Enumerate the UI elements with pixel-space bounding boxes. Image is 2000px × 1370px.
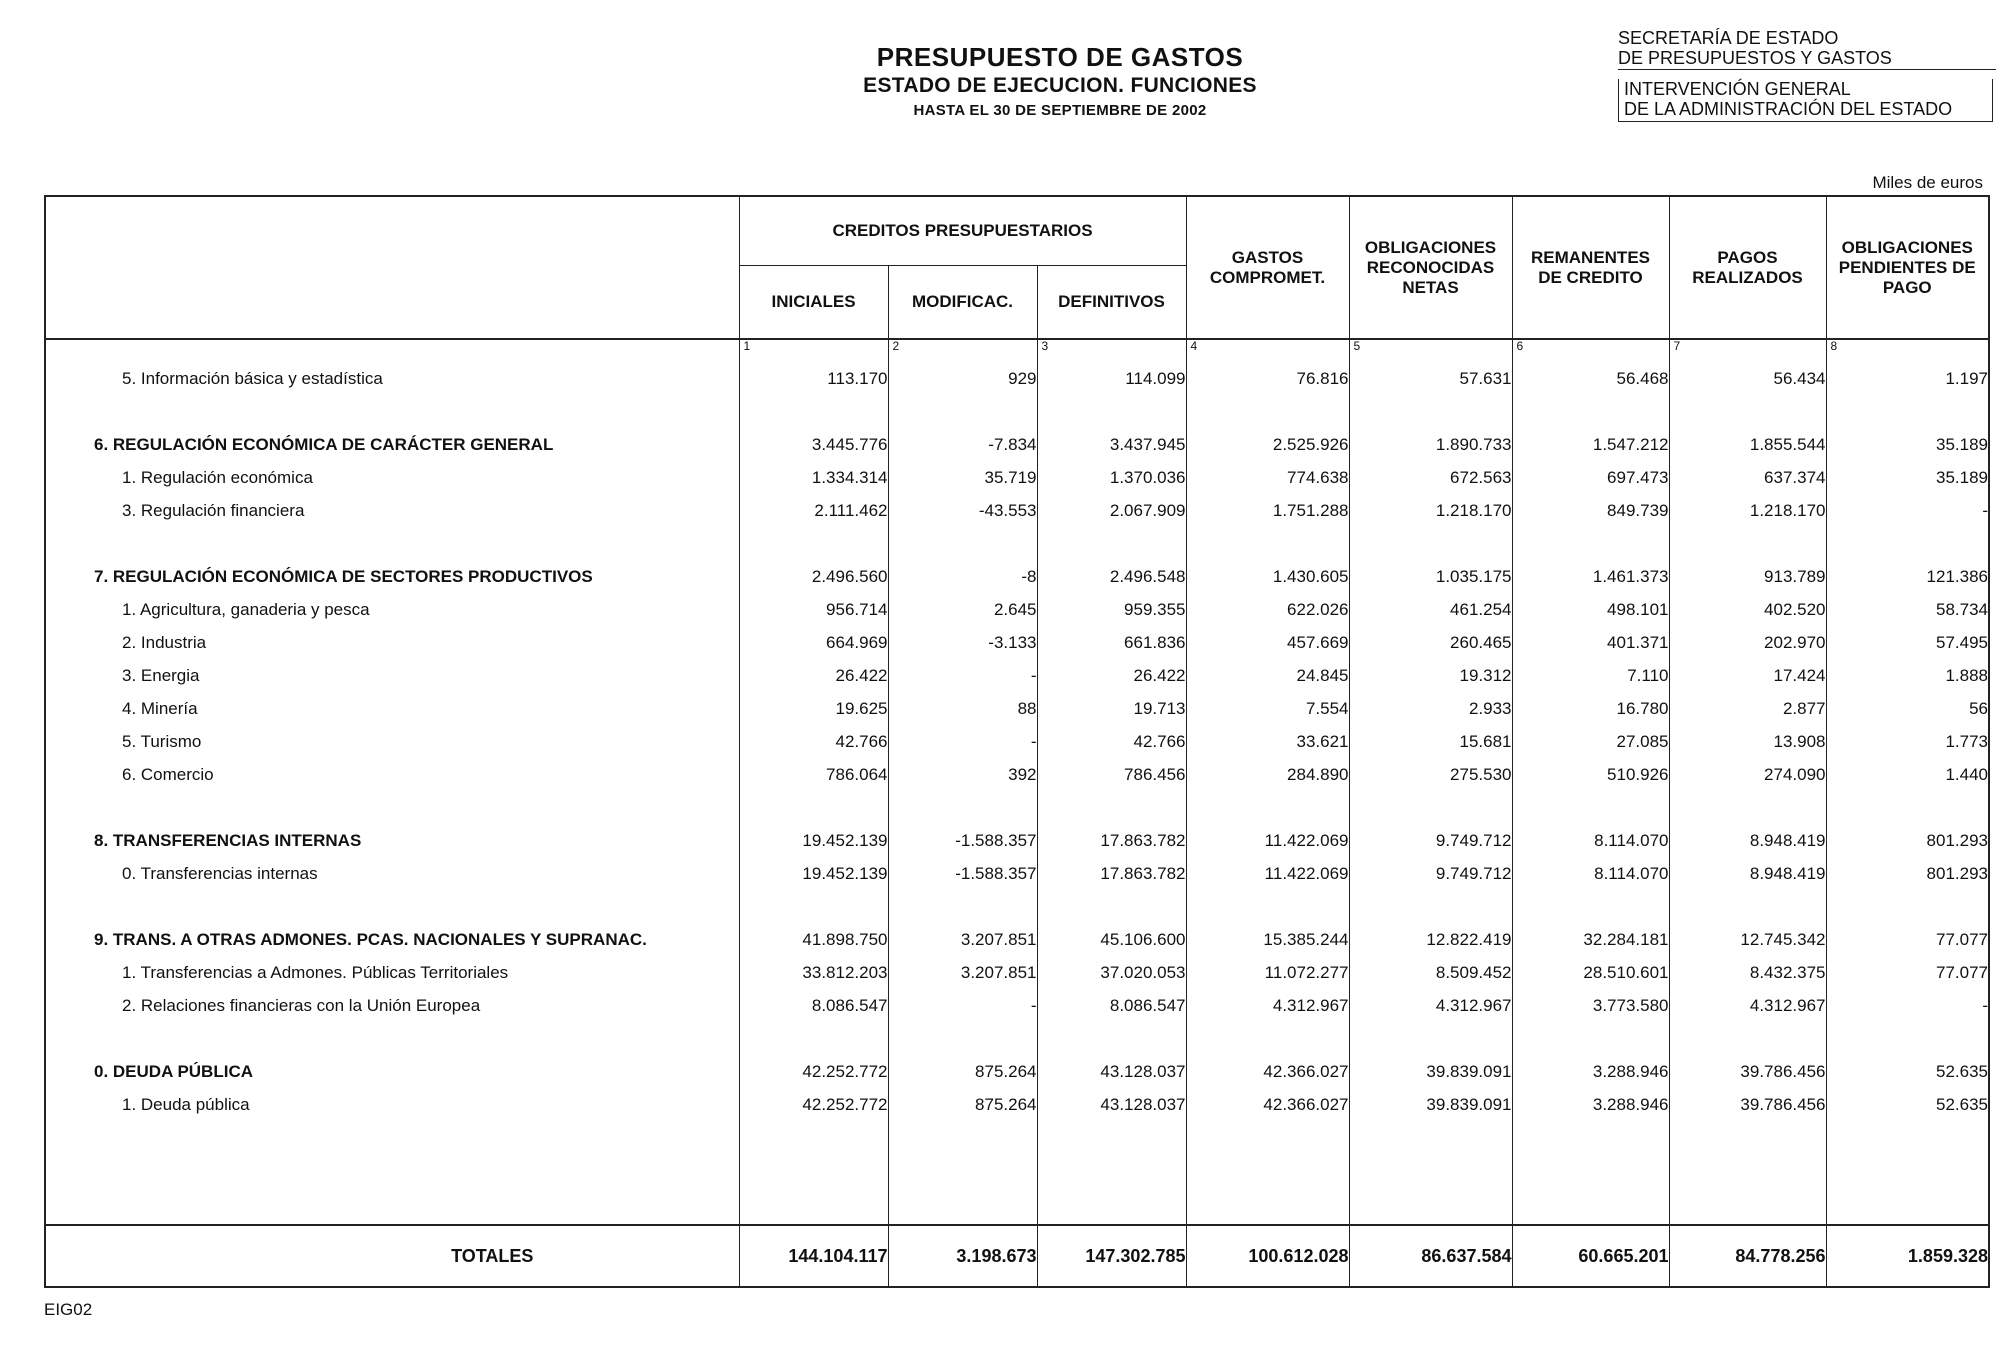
value-cell: 4.312.967: [1186, 989, 1349, 1022]
row-label: 0. Transferencias internas: [45, 857, 739, 890]
spacer-cell: [739, 1022, 888, 1055]
units-label: Miles de euros: [1872, 173, 1983, 192]
value-cell: 786.064: [739, 758, 888, 791]
value-cell: 24.845: [1186, 659, 1349, 692]
value-cell: 7.110: [1512, 659, 1669, 692]
header-pendientes-line: PENDIENTES DE: [1838, 257, 1976, 277]
spacer-cell: [1512, 890, 1669, 923]
value-cell: 17.863.782: [1037, 824, 1186, 857]
value-cell: 56: [1969, 699, 1988, 718]
value-cell: 622.026: [1186, 593, 1349, 626]
value-cell: 1.890.733: [1349, 428, 1512, 461]
value-cell: 41.898.750: [739, 923, 888, 956]
value-cell: 849.739: [1512, 494, 1669, 527]
table-body: [45, 339, 1989, 1225]
value-cell: 8.086.547: [739, 989, 888, 1022]
value-cell: 52.635: [1936, 1062, 1988, 1081]
filler-cell: [1037, 1121, 1186, 1225]
value-cell: 28.510.601: [1512, 956, 1669, 989]
row-label: 1. Agricultura, ganaderia y pesca: [45, 593, 739, 626]
spacer-cell: [1669, 791, 1826, 824]
total-cell: 147.302.785: [1037, 1225, 1186, 1287]
value-cell: -8: [888, 560, 1037, 593]
row-label: 6. REGULACIÓN ECONÓMICA DE CARÁCTER GENERAL: [45, 428, 739, 461]
value-cell: 956.714: [739, 593, 888, 626]
value-cell: 42.252.772: [739, 1055, 888, 1088]
value-cell: -: [888, 659, 1037, 692]
spacer-cell: [45, 1022, 739, 1055]
column-number: 2: [888, 339, 1037, 362]
row-label: 6. Comercio: [45, 758, 739, 791]
spacer-row: [45, 395, 1989, 428]
value-cell: 1.370.036: [1037, 461, 1186, 494]
value-cell: 88: [888, 692, 1037, 725]
value-cell: 3.437.945: [1037, 428, 1186, 461]
value-cell: 26.422: [1037, 659, 1186, 692]
value-cell: 1.888: [1945, 666, 1988, 685]
spacer-cell: [1349, 395, 1512, 428]
budget-table: [44, 195, 1990, 1288]
spacer-cell: [1669, 1022, 1826, 1055]
function-row: [45, 362, 1989, 395]
value-cell: 26.422: [739, 659, 888, 692]
value-cell: 929: [888, 362, 1037, 395]
value-cell: 786.456: [1037, 758, 1186, 791]
function-row: [45, 758, 1989, 791]
value-cell: 7.554: [1186, 692, 1349, 725]
value-cell: 19.312: [1349, 659, 1512, 692]
function-row: [45, 692, 1989, 725]
value-cell: 35.189: [1936, 468, 1988, 487]
filler-cell: [1826, 1121, 1989, 1225]
value-cell: 202.970: [1669, 626, 1826, 659]
value-cell: 8.086.547: [1037, 989, 1186, 1022]
spacer-row: [45, 890, 1989, 923]
function-group-row: [45, 923, 1989, 956]
value-cell: 1.547.212: [1512, 428, 1669, 461]
report-date: HASTA EL 30 DE SEPTIEMBRE DE 2002: [913, 102, 1207, 119]
value-cell: 15.385.244: [1186, 923, 1349, 956]
function-row: [45, 494, 1989, 527]
value-cell: 637.374: [1669, 461, 1826, 494]
header-gastos-line: COMPROMET.: [1209, 267, 1326, 287]
value-cell: 8.948.419: [1669, 824, 1826, 857]
value-cell: -: [1982, 996, 1988, 1015]
value-cell: 3.207.851: [888, 956, 1037, 989]
filler-cell: [888, 1121, 1037, 1225]
value-cell: 35.189: [1936, 435, 1988, 454]
value-cell: 401.371: [1512, 626, 1669, 659]
row-label: 5. Turismo: [45, 725, 739, 758]
value-cell: 2.525.926: [1186, 428, 1349, 461]
value-cell: 9.749.712: [1349, 824, 1512, 857]
function-group-row: [45, 824, 1989, 857]
row-label: 5. Información básica y estadística: [45, 362, 739, 395]
row-label: 9. TRANS. A OTRAS ADMONES. PCAS. NACIONALES Y SUPRANAC.: [45, 923, 739, 956]
spacer-cell: [1669, 890, 1826, 923]
agency-box: [1618, 79, 1993, 122]
total-cell: 3.198.673: [888, 1225, 1037, 1287]
value-cell: -1.588.357: [888, 857, 1037, 890]
spacer-cell: [1186, 395, 1349, 428]
function-row: [45, 956, 1989, 989]
row-label: 7. REGULACIÓN ECONÓMICA DE SECTORES PRODUCTIVOS: [45, 560, 739, 593]
value-cell: 801.293: [1926, 831, 1988, 850]
filler-cell: [1512, 1121, 1669, 1225]
value-cell: 3.288.946: [1512, 1088, 1669, 1121]
value-cell: 33.812.203: [739, 956, 888, 989]
value-cell: 45.106.600: [1037, 923, 1186, 956]
value-cell: 1.773: [1945, 732, 1988, 751]
value-cell: 664.969: [739, 626, 888, 659]
header-definitivos: DEFINITIVOS: [1037, 266, 1186, 340]
value-cell: 113.170: [739, 362, 888, 395]
value-cell: 77.077: [1936, 930, 1988, 949]
total-cell: 84.778.256: [1669, 1225, 1826, 1287]
value-cell: 16.780: [1512, 692, 1669, 725]
value-cell: 42.366.027: [1186, 1088, 1349, 1121]
value-cell: 4.312.967: [1669, 989, 1826, 1022]
row-label: 1. Regulación económica: [45, 461, 739, 494]
row-label: 2. Industria: [45, 626, 739, 659]
header-obligaciones: [1349, 196, 1512, 339]
value-cell: 260.465: [1349, 626, 1512, 659]
column-number: 7: [1669, 339, 1826, 362]
spacer-cell: [1512, 527, 1669, 560]
spacer-cell: [1512, 791, 1669, 824]
value-cell: 402.520: [1669, 593, 1826, 626]
value-cell: 1.218.170: [1669, 494, 1826, 527]
value-cell: 52.635: [1936, 1095, 1988, 1114]
column-number: 4: [1186, 339, 1349, 362]
value-cell: 2.496.560: [739, 560, 888, 593]
value-cell: 11.422.069: [1186, 824, 1349, 857]
value-cell: 43.128.037: [1037, 1088, 1186, 1121]
value-cell: 19.625: [739, 692, 888, 725]
function-group-row: [45, 428, 1989, 461]
value-cell: 42.766: [739, 725, 888, 758]
spacer-cell: [45, 791, 739, 824]
header-pagos-line: REALIZADOS: [1692, 267, 1803, 287]
spacer-cell: [1186, 1022, 1349, 1055]
value-cell: 11.072.277: [1186, 956, 1349, 989]
value-cell: -: [888, 989, 1037, 1022]
spacer-cell: [1037, 791, 1186, 824]
value-cell: 672.563: [1349, 461, 1512, 494]
spacer-row: [45, 527, 1989, 560]
header-pagos-line: PAGOS: [1717, 247, 1778, 267]
value-cell: 274.090: [1669, 758, 1826, 791]
report-title: PRESUPUESTO DE GASTOS: [876, 42, 1244, 72]
header-pendientes: [1826, 196, 1989, 339]
value-cell: -: [1982, 501, 1988, 520]
spacer-cell: [739, 791, 888, 824]
value-cell: 56.468: [1512, 362, 1669, 395]
header-obligaciones-line: OBLIGACIONES: [1364, 237, 1497, 257]
spacer-cell: [739, 527, 888, 560]
value-cell: 1.334.314: [739, 461, 888, 494]
filler-cell: [1669, 1121, 1826, 1225]
value-cell: 57.495: [1936, 633, 1988, 652]
agency-line-2: DE PRESUPUESTOS Y GASTOS: [1618, 48, 1892, 68]
column-number: 8: [1830, 339, 1838, 353]
value-cell: 498.101: [1512, 593, 1669, 626]
header-blank: [45, 196, 739, 339]
value-cell: -1.588.357: [888, 824, 1037, 857]
spacer-cell: [45, 395, 739, 428]
value-cell: 42.366.027: [1186, 1055, 1349, 1088]
spacer-cell: [1186, 527, 1349, 560]
value-cell: 77.077: [1936, 963, 1988, 982]
value-cell: 8.432.375: [1669, 956, 1826, 989]
total-cell: 60.665.201: [1512, 1225, 1669, 1287]
agency-header: [1618, 28, 1892, 68]
value-cell: 913.789: [1669, 560, 1826, 593]
value-cell: 3.773.580: [1512, 989, 1669, 1022]
row-label: 0. DEUDA PÚBLICA: [45, 1055, 739, 1088]
value-cell: 875.264: [888, 1088, 1037, 1121]
value-cell: 774.638: [1186, 461, 1349, 494]
spacer-cell: [1037, 395, 1186, 428]
spacer-cell: [888, 890, 1037, 923]
header-remanentes-line: REMANENTES: [1530, 247, 1650, 267]
value-cell: 39.839.091: [1349, 1055, 1512, 1088]
spacer-cell: [1669, 527, 1826, 560]
spacer-row: [45, 1022, 1989, 1055]
column-number-row: [45, 339, 1989, 362]
value-cell: 37.020.053: [1037, 956, 1186, 989]
column-number: 5: [1349, 339, 1512, 362]
value-cell: 39.839.091: [1349, 1088, 1512, 1121]
function-row: [45, 461, 1989, 494]
total-cell: 100.612.028: [1186, 1225, 1349, 1287]
value-cell: 58.734: [1936, 600, 1988, 619]
value-cell: 1.751.288: [1186, 494, 1349, 527]
agency-divider: [1618, 69, 1996, 70]
value-cell: 57.631: [1349, 362, 1512, 395]
value-cell: 8.114.070: [1512, 857, 1669, 890]
value-cell: 33.621: [1186, 725, 1349, 758]
value-cell: 12.745.342: [1669, 923, 1826, 956]
header-remanentes-line: DE CREDITO: [1538, 267, 1643, 287]
value-cell: 17.424: [1669, 659, 1826, 692]
spacer-cell: [1826, 890, 1989, 923]
value-cell: -3.133: [888, 626, 1037, 659]
value-cell: 1.440: [1945, 765, 1988, 784]
value-cell: 56.434: [1669, 362, 1826, 395]
header-obligaciones-line: NETAS: [1402, 277, 1459, 297]
value-cell: 39.786.456: [1669, 1088, 1826, 1121]
value-cell: 392: [888, 758, 1037, 791]
value-cell: 1.035.175: [1349, 560, 1512, 593]
value-cell: 9.749.712: [1349, 857, 1512, 890]
value-cell: 661.836: [1037, 626, 1186, 659]
value-cell: 8.948.419: [1669, 857, 1826, 890]
form-code: EIG02: [44, 1300, 93, 1319]
spacer-cell: [1349, 1022, 1512, 1055]
agency-line-4: DE LA ADMINISTRACIÓN DEL ESTADO: [1624, 99, 1953, 119]
value-cell: 1.197: [1945, 369, 1988, 388]
value-cell: 39.786.456: [1669, 1055, 1826, 1088]
value-cell: -7.834: [888, 428, 1037, 461]
spacer-cell: [1512, 395, 1669, 428]
function-group-row: [45, 560, 1989, 593]
function-row: [45, 725, 1989, 758]
function-row: [45, 1088, 1989, 1121]
header-creditos: CREDITOS PRESUPUESTARIOS: [739, 196, 1186, 266]
value-cell: 2.067.909: [1037, 494, 1186, 527]
header-remanentes: [1512, 196, 1669, 339]
row-label: 3. Energia: [45, 659, 739, 692]
row-label: 1. Transferencias a Admones. Públicas Territoriales: [45, 956, 739, 989]
value-cell: 17.863.782: [1037, 857, 1186, 890]
value-cell: 114.099: [1037, 362, 1186, 395]
spacer-cell: [1826, 1022, 1989, 1055]
header-obligaciones-line: RECONOCIDAS: [1366, 257, 1495, 277]
spacer-row: [45, 791, 1989, 824]
value-cell: 19.713: [1037, 692, 1186, 725]
value-cell: 15.681: [1349, 725, 1512, 758]
spacer-cell: [45, 527, 739, 560]
column-number: 6: [1512, 339, 1669, 362]
report-subtitle: ESTADO DE EJECUCION. FUNCIONES: [863, 74, 1257, 97]
value-cell: -: [888, 725, 1037, 758]
row-label: 3. Regulación financiera: [45, 494, 739, 527]
spacer-cell: [888, 395, 1037, 428]
filler-cell: [739, 1121, 888, 1225]
row-label: 2. Relaciones financieras con la Unión Europea: [45, 989, 739, 1022]
value-cell: 35.719: [888, 461, 1037, 494]
totals-row: [45, 1225, 1989, 1287]
spacer-cell: [1186, 791, 1349, 824]
value-cell: 32.284.181: [1512, 923, 1669, 956]
function-row: [45, 659, 1989, 692]
header-modificac: MODIFICAC.: [888, 266, 1037, 340]
total-cell: 86.637.584: [1349, 1225, 1512, 1287]
spacer-cell: [739, 890, 888, 923]
value-cell: 3.288.946: [1512, 1055, 1669, 1088]
value-cell: 13.908: [1669, 725, 1826, 758]
value-cell: 697.473: [1512, 461, 1669, 494]
function-group-row: [45, 1055, 1989, 1088]
value-cell: 8.509.452: [1349, 956, 1512, 989]
value-cell: 12.822.419: [1349, 923, 1512, 956]
spacer-cell: [1349, 527, 1512, 560]
value-cell: 2.877: [1669, 692, 1826, 725]
column-number-blank: [45, 339, 739, 362]
spacer-cell: [1826, 527, 1989, 560]
function-row: [45, 593, 1989, 626]
value-cell: 1.461.373: [1512, 560, 1669, 593]
value-cell: 457.669: [1186, 626, 1349, 659]
spacer-cell: [888, 791, 1037, 824]
value-cell: 2.933: [1349, 692, 1512, 725]
value-cell: 121.386: [1926, 567, 1988, 586]
spacer-cell: [45, 890, 739, 923]
filler-cell: [1349, 1121, 1512, 1225]
value-cell: 19.452.139: [739, 824, 888, 857]
spacer-cell: [1826, 395, 1989, 428]
value-cell: 1.218.170: [1349, 494, 1512, 527]
filler-cell: [1186, 1121, 1349, 1225]
value-cell: 3.207.851: [888, 923, 1037, 956]
value-cell: 2.645: [888, 593, 1037, 626]
value-cell: 959.355: [1037, 593, 1186, 626]
value-cell: 8.114.070: [1512, 824, 1669, 857]
value-cell: 3.445.776: [739, 428, 888, 461]
value-cell: 42.252.772: [739, 1088, 888, 1121]
spacer-cell: [1826, 791, 1989, 824]
value-cell: 461.254: [1349, 593, 1512, 626]
spacer-cell: [1037, 527, 1186, 560]
function-row: [45, 989, 1989, 1022]
value-cell: 875.264: [888, 1055, 1037, 1088]
value-cell: 42.766: [1037, 725, 1186, 758]
value-cell: 27.085: [1512, 725, 1669, 758]
column-number: 1: [739, 339, 888, 362]
value-cell: 76.816: [1186, 362, 1349, 395]
value-cell: 1.430.605: [1186, 560, 1349, 593]
value-cell: 11.422.069: [1186, 857, 1349, 890]
header-pendientes-line: PAGO: [1882, 277, 1932, 297]
row-label: 8. TRANSFERENCIAS INTERNAS: [45, 824, 739, 857]
value-cell: -43.553: [888, 494, 1037, 527]
value-cell: 510.926: [1512, 758, 1669, 791]
totals-label: TOTALES: [45, 1225, 739, 1287]
value-cell: 2.111.462: [739, 494, 888, 527]
value-cell: 284.890: [1186, 758, 1349, 791]
value-cell: 1.855.544: [1669, 428, 1826, 461]
value-cell: 19.452.139: [739, 857, 888, 890]
header-gastos-line: GASTOS: [1231, 247, 1304, 267]
filler-cell: [45, 1121, 739, 1225]
value-cell: 275.530: [1349, 758, 1512, 791]
agency-line-3: INTERVENCIÓN GENERAL: [1624, 79, 1851, 99]
spacer-cell: [1512, 1022, 1669, 1055]
row-label: 4. Minería: [45, 692, 739, 725]
value-cell: 2.496.548: [1037, 560, 1186, 593]
filler-row: [45, 1121, 1989, 1225]
spacer-cell: [1349, 791, 1512, 824]
spacer-cell: [1037, 1022, 1186, 1055]
header-pendientes-line: OBLIGACIONES: [1841, 237, 1973, 257]
header-gastos: [1186, 196, 1349, 339]
value-cell: 4.312.967: [1349, 989, 1512, 1022]
spacer-cell: [888, 1022, 1037, 1055]
spacer-cell: [1186, 890, 1349, 923]
spacer-cell: [739, 395, 888, 428]
agency-line-1: SECRETARÍA DE ESTADO: [1618, 28, 1839, 48]
total-cell: 1.859.328: [1826, 1225, 1989, 1287]
total-cell: 144.104.117: [739, 1225, 888, 1287]
spacer-cell: [888, 527, 1037, 560]
header-pagos: [1669, 196, 1826, 339]
spacer-cell: [1669, 395, 1826, 428]
value-cell: 43.128.037: [1037, 1055, 1186, 1088]
row-label: 1. Deuda pública: [45, 1088, 739, 1121]
function-row: [45, 626, 1989, 659]
value-cell: 801.293: [1926, 864, 1988, 883]
header-iniciales: INICIALES: [739, 266, 888, 340]
spacer-cell: [1349, 890, 1512, 923]
column-number: 3: [1037, 339, 1186, 362]
spacer-cell: [1037, 890, 1186, 923]
function-row: [45, 857, 1989, 890]
